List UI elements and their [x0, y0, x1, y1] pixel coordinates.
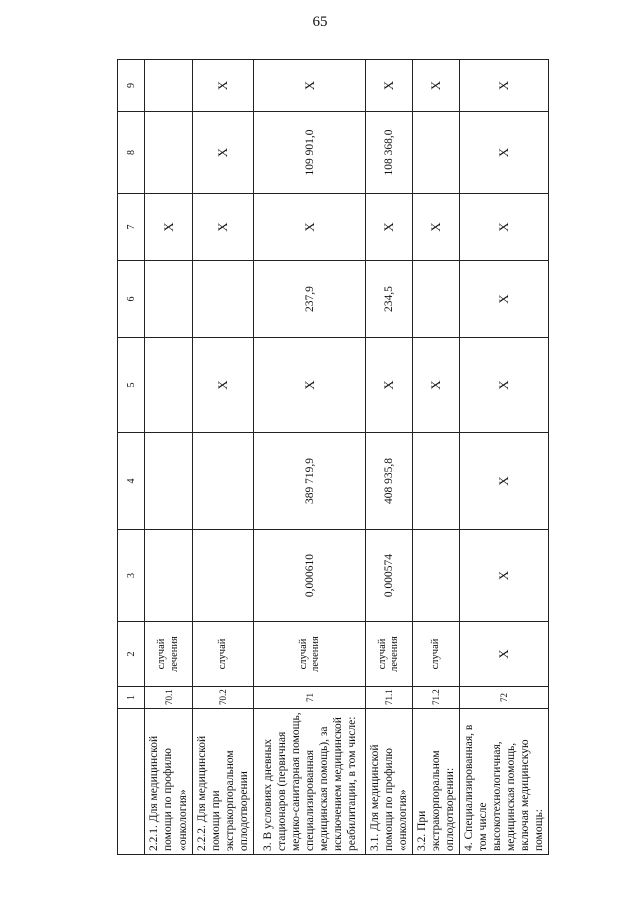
row-code: 72	[460, 687, 549, 709]
data-table	[117, 59, 549, 855]
cell-col3: X	[460, 530, 549, 622]
cell-col4: X	[460, 433, 549, 530]
cell-col9: X	[193, 60, 254, 112]
header-cell: 6	[118, 261, 145, 338]
header-cell: 5	[118, 338, 145, 433]
cell-col5: X	[460, 338, 549, 433]
cell-col5	[145, 338, 193, 433]
cell-col6: 237,9	[254, 261, 366, 338]
header-cell: 4	[118, 433, 145, 530]
header-cell	[118, 709, 145, 855]
cell-col3: 0,000574	[366, 530, 413, 622]
cell-col3: 0,000610	[254, 530, 366, 622]
cell-col6: 234,5	[366, 261, 413, 338]
row-unit: случай лечения	[254, 622, 366, 687]
cell-col8	[413, 112, 460, 194]
cell-col8: 109 901,0	[254, 112, 366, 194]
table-row	[460, 60, 549, 855]
row-label: 2.2.1. Для медицинской помощи по профилю «онкология»	[145, 709, 193, 855]
table-row	[413, 60, 460, 855]
cell-col8: X	[193, 112, 254, 194]
cell-col3	[193, 530, 254, 622]
cell-col8: 108 368,0	[366, 112, 413, 194]
cell-col7: X	[413, 194, 460, 261]
row-label: 3.1. Для медицинской помощи по профилю «онкология»	[366, 709, 413, 855]
table-row	[145, 60, 193, 855]
header-cell: 1	[118, 687, 145, 709]
row-label: 2.2.2. Для медицинской помощи при экстракорпоральном оплодотворении	[193, 709, 254, 855]
cell-col3	[145, 530, 193, 622]
cell-col9: X	[254, 60, 366, 112]
cell-col4	[145, 433, 193, 530]
cell-col3	[413, 530, 460, 622]
cell-col7: X	[193, 194, 254, 261]
cell-col9	[145, 60, 193, 112]
cell-col8	[145, 112, 193, 194]
rotated-table-container	[117, 60, 546, 855]
header-cell: 8	[118, 112, 145, 194]
row-code: 71.1	[366, 687, 413, 709]
row-label: 4. Специализированная, в том числе высокотехнологичная, медицинская помощь, включая медицинскую помощь:	[460, 709, 549, 855]
cell-col5: X	[193, 338, 254, 433]
row-label: 3. В условиях дневных стационаров (первичная медико-санитарная помощь, специализированная медицинская помощь), за исключением медицинской реабилитации, в том числе:	[254, 709, 366, 855]
header-row	[118, 60, 145, 855]
header-cell: 2	[118, 622, 145, 687]
cell-col9: X	[413, 60, 460, 112]
cell-col7: X	[145, 194, 193, 261]
row-unit: случай	[193, 622, 254, 687]
table-row	[254, 60, 366, 855]
row-code: 70.2	[193, 687, 254, 709]
cell-col6: X	[460, 261, 549, 338]
cell-col6	[413, 261, 460, 338]
row-unit: X	[460, 622, 549, 687]
row-label: 3.2. При экстракорпоральном оплодотворении:	[413, 709, 460, 855]
row-unit: случай лечения	[366, 622, 413, 687]
cell-col8: X	[460, 112, 549, 194]
cell-col4: 389 719,9	[254, 433, 366, 530]
row-code: 71	[254, 687, 366, 709]
header-cell: 7	[118, 194, 145, 261]
cell-col4	[413, 433, 460, 530]
page-number: 65	[312, 14, 328, 30]
cell-col5: X	[254, 338, 366, 433]
row-code: 71.2	[413, 687, 460, 709]
cell-col7: X	[366, 194, 413, 261]
cell-col6	[145, 261, 193, 338]
cell-col7: X	[460, 194, 549, 261]
cell-col9: X	[460, 60, 549, 112]
table-row	[366, 60, 413, 855]
header-cell: 3	[118, 530, 145, 622]
row-code: 70.1	[145, 687, 193, 709]
row-unit: случай	[413, 622, 460, 687]
header-cell: 9	[118, 60, 145, 112]
cell-col5: X	[366, 338, 413, 433]
cell-col4: 408 935,8	[366, 433, 413, 530]
cell-col6	[193, 261, 254, 338]
cell-col7: X	[254, 194, 366, 261]
cell-col4	[193, 433, 254, 530]
row-unit: случай лечения	[145, 622, 193, 687]
table-row	[193, 60, 254, 855]
cell-col9: X	[366, 60, 413, 112]
cell-col5: X	[413, 338, 460, 433]
